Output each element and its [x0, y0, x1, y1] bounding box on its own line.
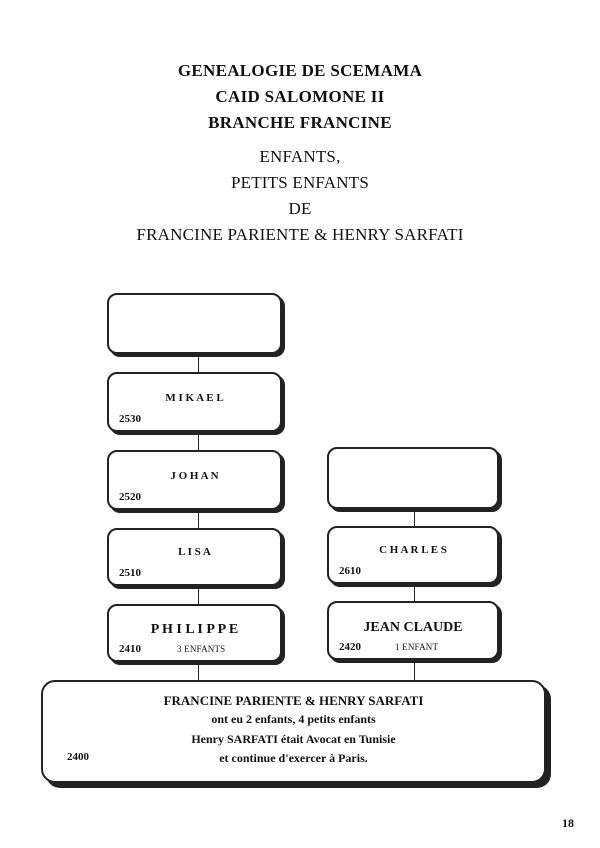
person-number: 2410: [119, 643, 141, 655]
person-name: J O H A N: [170, 470, 219, 482]
person-name: M I K A E L: [165, 392, 224, 404]
person-box-lisa: [107, 528, 282, 586]
person-box-charles: [327, 526, 499, 584]
person-box-johan: [107, 450, 282, 510]
subtitle-line-1: ENFANTS,: [259, 147, 341, 166]
connector-left-5: [198, 662, 199, 681]
person-number: 2420: [339, 641, 361, 653]
person-box-jean-claude: [327, 601, 499, 660]
person-name: C H A R L E S: [379, 544, 447, 556]
title-line-1: GENEALOGIE DE SCEMAMA: [177, 61, 423, 80]
connector-right-1: [414, 509, 415, 526]
parents-line-3: et continue d'exercer à Paris.: [219, 751, 368, 765]
person-box-philippe: [107, 604, 282, 662]
subtitle-line-3: DE: [288, 199, 312, 218]
person-box-empty-left: [107, 293, 282, 354]
person-name: JEAN CLAUDE: [363, 620, 463, 635]
connector-right-2: [414, 584, 415, 601]
children-count: 1 ENFANT: [395, 642, 439, 652]
parents-names: FRANCINE PARIENTE & HENRY SARFATI: [163, 693, 424, 708]
parents-number: 2400: [67, 751, 89, 763]
person-number: 2530: [119, 413, 141, 425]
person-box-empty-right: [327, 447, 499, 509]
parents-box: [41, 680, 546, 783]
person-number: 2520: [119, 491, 141, 503]
person-name: P H I L I P P E: [150, 622, 239, 637]
connector-left-1: [198, 354, 199, 372]
parents-line-2: Henry SARFATI était Avocat en Tunisie: [191, 732, 396, 746]
connector-right-3: [414, 660, 415, 681]
connector-left-3: [198, 510, 199, 528]
person-name: L I S A: [178, 546, 211, 558]
page-number: 18: [562, 816, 574, 830]
subtitle-line-2: PETITS ENFANTS: [230, 173, 370, 192]
connector-left-4: [198, 586, 199, 604]
connector-left-2: [198, 432, 199, 450]
parents-line-1: ont eu 2 enfants, 4 petits enfants: [211, 712, 376, 726]
title-line-2: CAID SALOMONE II: [215, 87, 385, 106]
person-number: 2510: [119, 567, 141, 579]
person-number: 2610: [339, 565, 361, 577]
title-line-3: BRANCHE FRANCINE: [208, 113, 392, 132]
person-box-mikael: [107, 372, 282, 432]
children-count: 3 ENFANTS: [177, 644, 226, 654]
subtitle-line-4: FRANCINE PARIENTE & HENRY SARFATI: [136, 225, 464, 244]
